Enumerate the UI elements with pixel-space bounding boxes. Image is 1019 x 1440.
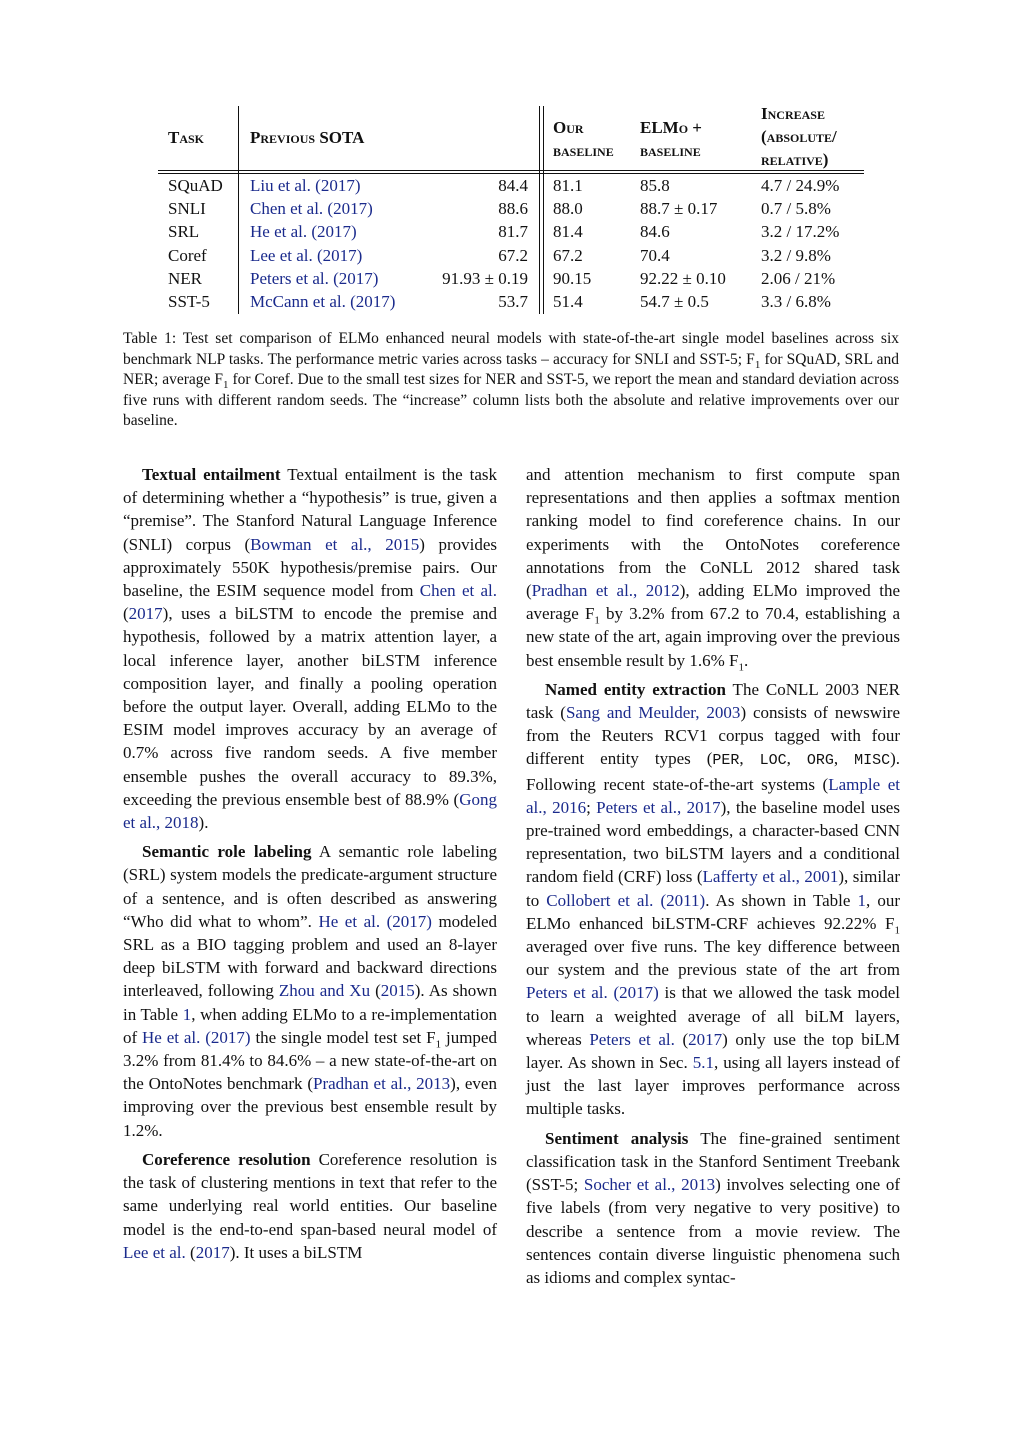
- section-heading: Textual entailment: [142, 465, 281, 484]
- cell-elmo-baseline: 88.7 ± 0.17: [640, 199, 718, 219]
- citation-year[interactable]: (2017): [317, 245, 363, 265]
- body-text: , our ELMo enhanced biLSTM-CRF achieves 92.22% F: [526, 890, 901, 933]
- paragraph-semantic-role-labeling: [123, 840, 497, 1142]
- body-text: and attention mechanism to first compute span representations and then applies a softmax mention ranking model to find coreference chains. In our experiments with the OntoNotes coreference annotations from the CoNLL 2012 shared task (: [526, 465, 900, 601]
- citation-author[interactable]: Lee et al.: [250, 245, 313, 265]
- caption-text: Table 1: Test set comparison of ELMo enhanced neural models with state-of-the-art single model baselines across six benchmark NLP tasks. The performance metric varies across tasks – accuracy for SNLI and SST-5; F: [123, 330, 899, 368]
- citation-link[interactable]: 2017: [195, 1242, 230, 1262]
- header-increase: [761, 102, 837, 174]
- citation-link[interactable]: Pradhan et al., 2012: [531, 581, 680, 601]
- body-text: (: [674, 1029, 689, 1049]
- header-task: Task: [168, 128, 205, 147]
- body-text: , when adding ELMo to a re-implementation of: [123, 1004, 497, 1047]
- body-text: ). Following recent state-of-the-art systems (: [526, 749, 901, 794]
- citation-year[interactable]: (2017): [327, 199, 373, 219]
- cell-elmo-baseline: 85.8: [640, 176, 670, 195]
- body-text: averaged over five runs. The key difference between our system and the previous state of the art from: [526, 937, 900, 980]
- paragraph-coreference-resolution: [123, 1148, 497, 1264]
- citation-year[interactable]: (2017): [333, 268, 379, 288]
- body-text: ,: [739, 749, 760, 769]
- body-text: The fine-grained sentiment classification task in the Stanford Sentiment Treebank (SST-5;: [526, 1128, 900, 1195]
- sota-column-divider-a: [539, 106, 540, 314]
- subscript: 1: [594, 614, 600, 627]
- cell-task: SQuAD: [168, 176, 223, 195]
- cell-our-baseline: 67.2: [553, 245, 583, 265]
- subscript: 1: [894, 924, 900, 937]
- cell-our-baseline: 51.4: [553, 292, 583, 311]
- table-reference-link[interactable]: 1: [857, 890, 867, 910]
- entity-type-code: ORG: [806, 752, 834, 770]
- cell-elmo-baseline: 70.4: [640, 245, 670, 265]
- body-text: modeled SRL as a BIO tagging problem and used an 8-layer deep biLSTM with forward and backward directions interleaved, following: [123, 911, 497, 1001]
- body-text: ) provides approximately 550K hypothesis/premise pairs. Our baseline, the ESIM sequence model from: [123, 534, 497, 601]
- cell-previous-sota-score: 84.4: [498, 176, 528, 195]
- body-text: . As shown in Table: [705, 890, 858, 910]
- table-caption: [123, 329, 899, 432]
- citation-link[interactable]: Gong et al., 2018: [123, 789, 497, 833]
- cell-increase: 3.2 / 17.2%: [761, 222, 840, 242]
- body-text: ). It uses a biLSTM: [229, 1242, 363, 1262]
- cell-previous-sota-score: 91.93 ± 0.19: [442, 268, 528, 288]
- body-text: ), similar to: [526, 867, 900, 910]
- cell-previous-sota-citation[interactable]: [250, 290, 395, 313]
- body-text: ) consists of newswire from the Reuters RCV1 corpus tagged with four different entity types (: [526, 703, 900, 769]
- body-text: ), even improving over the previous best ensemble result by 1.2%.: [123, 1074, 497, 1140]
- left-column: [123, 463, 497, 1270]
- citation-year[interactable]: (2017): [311, 222, 357, 242]
- section-heading: Named entity extraction: [545, 679, 726, 699]
- citation-year[interactable]: (2017): [350, 292, 396, 311]
- cell-task: SST-5: [168, 292, 210, 311]
- body-text: ,: [833, 749, 855, 769]
- cell-previous-sota-citation[interactable]: [250, 220, 357, 243]
- cell-increase: 0.7 / 5.8%: [761, 199, 831, 219]
- results-table: [158, 100, 864, 314]
- citation-link[interactable]: Chen et al.: [419, 581, 498, 601]
- citation-link[interactable]: Socher et al., 2013: [583, 1175, 716, 1195]
- entity-type-code: LOC: [759, 752, 787, 770]
- cell-increase: 2.06 / 21%: [761, 268, 836, 288]
- citation-link[interactable]: 2015: [380, 981, 415, 1001]
- body-text: ;: [586, 797, 597, 817]
- cell-elmo-baseline: 54.7 ± 0.5: [640, 292, 709, 311]
- caption-subscript: 1: [754, 358, 761, 371]
- cell-our-baseline: 81.4: [553, 222, 583, 242]
- body-text: ), adding ELMo improved the average F: [526, 581, 900, 624]
- cell-previous-sota-score: 81.7: [498, 222, 528, 242]
- body-text: Textual entailment is the task of determining whether a “hypothesis” is true, given a “premise”. The Stanford Natural Language Inference (SNLI) corpus (: [123, 465, 498, 554]
- body-text: ,: [786, 749, 807, 769]
- caption-text: for Coref. Due to the small test sizes for NER and SST-5, we report the mean and standard deviation across five runs with different random seeds. The “increase” column lists both the absolute and relative improvements over our baseline.: [123, 371, 900, 429]
- header-increase-line1: Increase: [761, 104, 825, 123]
- body-text: Coreference resolution is the task of clustering mentions in text that refer to the same underlying real world entities. Our baseline model is the end-to-end span-based neural model of: [123, 1149, 497, 1239]
- citation-link[interactable]: He et al. (2017): [318, 911, 432, 931]
- header-rule-top: [158, 170, 864, 171]
- body-text: (: [370, 981, 381, 1001]
- body-text: , using all layers instead of just the last layer improves performance across multiple tasks.: [526, 1053, 900, 1119]
- section-heading: Sentiment analysis: [545, 1128, 689, 1148]
- cell-our-baseline: 88.0: [553, 199, 583, 219]
- cell-our-baseline: 81.1: [553, 176, 583, 195]
- body-text: ), the baseline model uses pre-trained word embeddings, a character-based CNN representation, two biLSTM layers and a conditional random field (CRF) loss (: [526, 797, 900, 887]
- cell-previous-sota-citation[interactable]: [250, 197, 373, 220]
- header-previous-sota: Previous SOTA: [250, 128, 365, 147]
- cell-increase: 4.7 / 24.9%: [761, 176, 840, 195]
- citation-year[interactable]: (2017): [315, 176, 361, 195]
- cell-previous-sota-score: 53.7: [498, 292, 528, 311]
- section-reference-link[interactable]: 5.1: [692, 1053, 714, 1073]
- citation-author[interactable]: McCann et al.: [250, 292, 346, 311]
- citation-link[interactable]: Peters et al.: [589, 1029, 675, 1049]
- paragraph-textual-entailment: [123, 463, 497, 834]
- citation-author[interactable]: Peters et al.: [250, 268, 329, 288]
- cell-previous-sota-citation[interactable]: [250, 244, 362, 267]
- citation-link[interactable]: 2017: [688, 1029, 723, 1049]
- header-our-baseline-line2: baseline: [553, 141, 614, 160]
- citation-link[interactable]: Lee et al.: [123, 1242, 186, 1262]
- cell-previous-sota-citation[interactable]: [250, 174, 360, 197]
- caption-text: for SQuAD, SRL and NER; average F: [123, 350, 899, 388]
- caption-subscript: 1: [223, 379, 229, 392]
- section-heading: Coreference resolution: [142, 1149, 311, 1169]
- citation-link[interactable]: 2017: [128, 604, 163, 624]
- cell-elmo-baseline: 92.22 ± 0.10: [640, 268, 726, 288]
- citation-author[interactable]: Liu et al.: [250, 176, 311, 195]
- citation-link[interactable]: Peters et al. (2017): [526, 983, 659, 1003]
- body-text: jumped 3.2% from 81.4% to 84.6% – a new state-of-the-art on the OntoNotes benchmark (: [123, 1027, 497, 1094]
- cell-our-baseline: 90.15: [553, 268, 592, 288]
- sota-column-divider-b: [543, 106, 544, 314]
- citation-link[interactable]: Sang and Meulder, 2003: [565, 703, 741, 723]
- citation-link[interactable]: Peters et al., 2017: [596, 797, 721, 817]
- subscript: 1: [435, 1038, 442, 1051]
- body-text: ). As shown in Table: [123, 981, 497, 1024]
- subscript: 1: [738, 661, 744, 674]
- cell-task: SRL: [168, 222, 200, 242]
- cell-previous-sota-score: 88.6: [498, 199, 528, 219]
- citation-link[interactable]: He et al. (2017): [142, 1027, 251, 1047]
- cell-previous-sota-citation[interactable]: [250, 267, 378, 290]
- body-text: (: [123, 604, 129, 624]
- paragraph-sentiment-analysis: [526, 1127, 900, 1289]
- body-text: (: [185, 1242, 196, 1262]
- cell-task: SNLI: [168, 199, 206, 219]
- right-column: [526, 463, 900, 1295]
- header-our-baseline-line1: Our: [553, 118, 584, 137]
- body-text: ).: [198, 813, 209, 833]
- task-column-divider: [238, 106, 239, 314]
- citation-author[interactable]: He et al.: [250, 222, 308, 242]
- paragraph-coreference-continued: [526, 463, 900, 672]
- cell-increase: 3.2 / 9.8%: [761, 245, 831, 265]
- citation-author[interactable]: Chen et al.: [250, 199, 324, 219]
- citation-link[interactable]: Lample et al., 2016: [526, 774, 900, 817]
- section-heading: Semantic role labeling: [142, 842, 312, 862]
- body-text: the single model test set F: [250, 1027, 436, 1047]
- citation-link[interactable]: Lafferty et al., 2001: [702, 867, 839, 887]
- header-elmo-line1: ELMo +: [640, 118, 702, 137]
- entity-type-code: MISC: [854, 752, 891, 770]
- entity-type-code: PER: [712, 752, 740, 770]
- citation-link[interactable]: Collobert et al. (2011): [546, 890, 706, 910]
- cell-previous-sota-score: 67.2: [498, 245, 528, 265]
- citation-link[interactable]: Pradhan et al., 2013: [313, 1074, 451, 1094]
- citation-link[interactable]: Zhou and Xu: [278, 981, 371, 1001]
- body-text: by 3.2% from 67.2 to 70.4, establishing a new state of the art, again improving over the previous best ensemble result by 1.6% F: [526, 604, 900, 670]
- cell-task: Coref: [168, 245, 207, 265]
- header-increase-line3: relative): [761, 150, 829, 169]
- paragraph-named-entity-extraction: [526, 678, 900, 1121]
- body-text: is that we allowed the task model to learn a weighted average of all biLM layers, whereas: [526, 983, 900, 1049]
- header-elmo-line2: baseline: [640, 141, 701, 160]
- body-text: ) only use the top biLM layer. As shown in Sec.: [526, 1029, 900, 1073]
- citation-link[interactable]: Bowman et al., 2015: [250, 534, 420, 554]
- table-reference-link[interactable]: 1: [182, 1004, 192, 1024]
- cell-task: NER: [168, 268, 202, 288]
- body-text: ) involves selecting one of five labels (from very negative to very positive) to describe a sentence from a movie review. The sentences contain diverse linguistic phenomena such as idioms and complex syntac-: [526, 1175, 901, 1287]
- header-increase-line2: (absolute/: [761, 127, 837, 146]
- body-text: ), uses a biLSTM to encode the premise and hypothesis, followed by a matrix attention layer, a local inference layer, another biLSTM inference composition layer, and finally a pooling operation before the output layer. Overall, adding ELMo to the ESIM model improves accuracy by an average of 0.7% across five random seeds. A five member ensemble pushes the overall accuracy to 89.3%, exceeding the previous ensemble best of 88.9% (: [123, 604, 497, 809]
- cell-elmo-baseline: 84.6: [640, 222, 670, 242]
- body-text: A semantic role labeling (SRL) system models the predicate-argument structure of a sentence, and is often described as answering “Who did what to whom”.: [123, 842, 497, 931]
- body-text: The CoNLL 2003 NER task (: [526, 679, 900, 723]
- cell-increase: 3.3 / 6.8%: [761, 292, 831, 311]
- body-text: .: [743, 650, 749, 670]
